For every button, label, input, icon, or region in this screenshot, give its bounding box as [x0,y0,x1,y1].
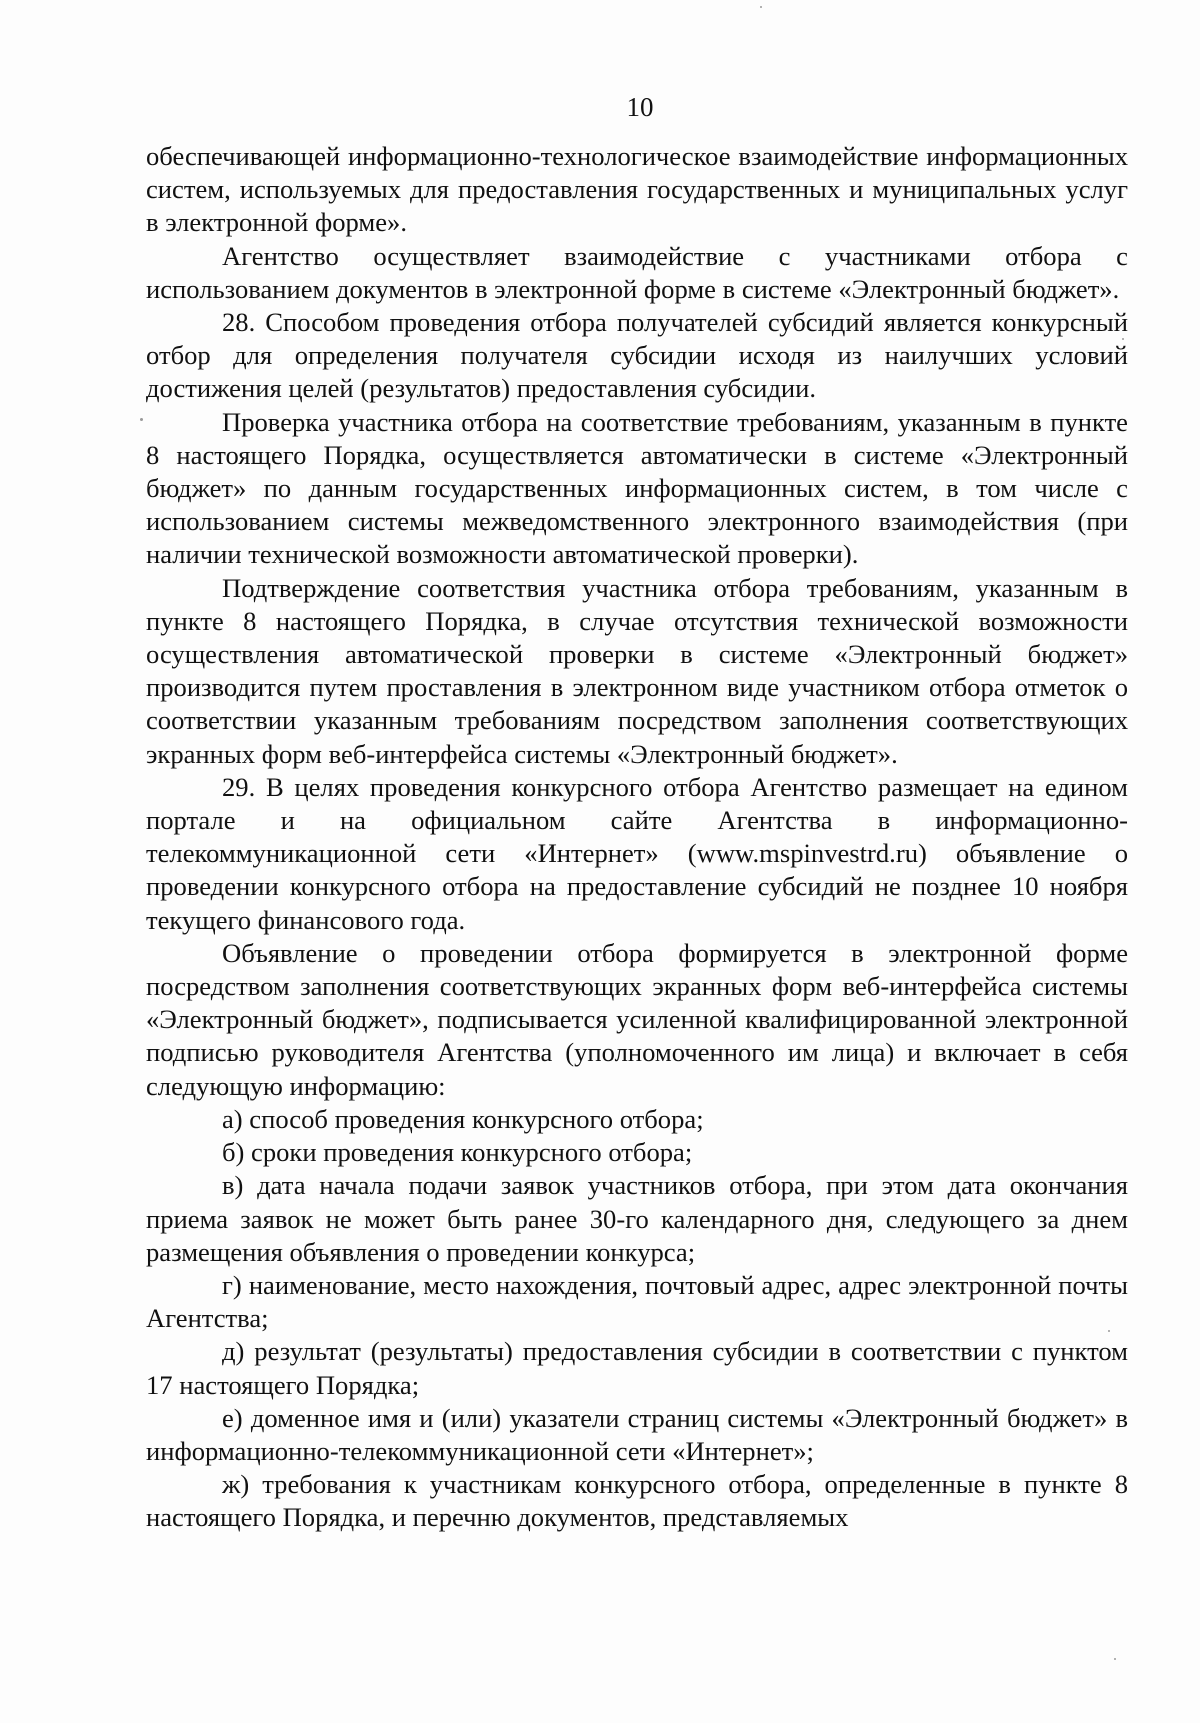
paragraph-2: Агентство осуществляет взаимодействие с участниками отбора с использованием документов в электронной форме в системе «Электронный бюджет». [146,240,1128,304]
scan-speck [1108,1330,1110,1332]
scan-speck [1114,1658,1116,1660]
scan-speck [1122,338,1124,340]
paragraph-4: Проверка участника отбора на соответствие требованиям, указанным в пункте 8 настоящего Порядка, осуществляется автоматически в системе «Электронный бюджет» по данным государственных информационных систем, в том числе с использованием системы межведомственного электронного взаимодействия (при наличии технической возможности автоматической проверки). [146,406,1128,570]
paragraph-1: обеспечивающей информационно-технологическое взаимодействие информационных систем, используемых для предоставления государственных и муниципальных услуг в электронной форме». [146,141,1128,238]
paragraph-3: 28. Способом проведения отбора получателей субсидий является конкурсный отбор для определения получателя субсидии исходя из наилучших условий достижения целей (результатов) предоставления субсидии. [146,307,1128,404]
paragraph-7: Объявление о проведении отбора формируется в электронной форме посредством заполнения соответствующих экранных форм веб-интерфейса системы «Электронный бюджет», подписывается усиленной квалифицированной электронной подписью руководителя Агентства (уполномоченного им лица) и включает в себя следующую информацию: [146,937,1128,1101]
list-item-d: д) результат (результаты) предоставления субсидии в соответствии с пунктом 17 настоящего Порядка; [146,1336,1128,1400]
list-item-b: б) сроки проведения конкурсного отбора; [222,1137,693,1168]
scan-speck [760,6,762,8]
paragraph-6: 29. В целях проведения конкурсного отбора Агентство размещает на едином портале и на официальном сайте Агентства в информационно-телекоммуникационной сети «Интернет» (www.mspinvestrd.ru) объявление о проведении конкурсного отбора на предоставление субсидий не позднее 10 ноября текущего финансового года. [146,771,1128,935]
scan-speck [140,418,143,421]
paragraph-5: Подтверждение соответствия участника отбора требованиям, указанным в пункте 8 настоящего Порядка, в случае отсутствия технической возможности осуществления автоматической проверки в системе «Электронный бюджет» производится путем проставления в электронном виде участником отбора отметок о соответствии указанным требованиям посредством заполнения соответствующих экранных форм веб-интерфейса системы «Электронный бюджет». [146,572,1128,769]
list-item-g: г) наименование, место нахождения, почтовый адрес, адрес электронной почты Агентства; [146,1269,1128,1334]
page-number: 10 [626,92,654,122]
document-body [146,140,1128,1535]
list-item-zh: ж) требования к участникам конкурсного отбора, определенные в пункте 8 настоящего Порядка, и перечню документов, представляемых [146,1469,1128,1533]
list-item-a: а) способ проведения конкурсного отбора; [222,1103,704,1134]
list-item-v: в) дата начала подачи заявок участников отбора, при этом дата окончания приема заявок не может быть ранее 30-го календарного дня, следующего за днем размещения объявления о проведении конкурса; [146,1170,1128,1267]
list-item-e: е) доменное имя и (или) указатели страниц системы «Электронный бюджет» в информационно-телекоммуникационной сети «Интернет»; [146,1402,1128,1466]
